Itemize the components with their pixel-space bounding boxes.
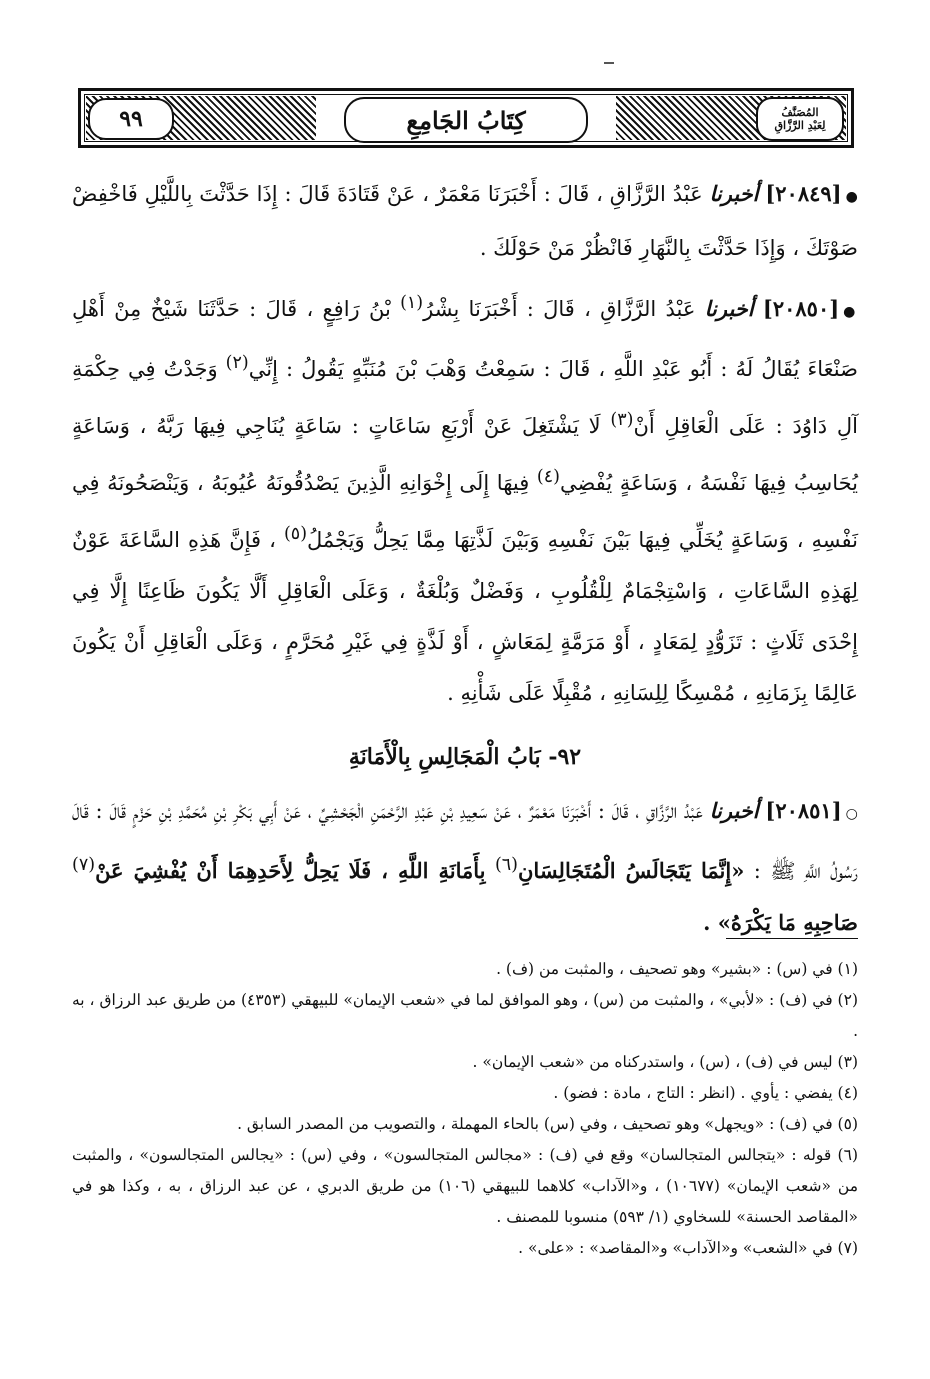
- entry-text: عَبْدُ الرَّزَّاقِ ، قَالَ : أَخْبَرَنَا مَعْمَرٌ ، عَنْ سَعِيدِ بْنِ عَبْدِ الرَّحْمَنِ الْجَحْشِيِّ ، عَنْ أَبِي بَكْرِ بْنِ مُحَمَّدِ بْنِ حَزْمٍ قَالَ : قَالَ رَسُولُ اللَّهِ ﷺ :: [72, 799, 858, 883]
- footnote: (٦) قوله : «يتجالس المتجالسان» وقع في (ف) : «مجالس المتجالسون» ، وفي (س) : «يجالس المتجالسون» ، والمثبت من «شعب الإيمان» (١٠٦٧٧) ، و«الآداب» كلاهما للبيهقي (١٠٦) من طريق الدبري ، عن عبد الرزاق ، به ، وكذا هو في «المقاصد الحسنة» للسخاوي (١/ ٥٩٣) منسوبا للمصنف .: [72, 1146, 858, 1226]
- entry-number: [٢٠٨٥١]: [765, 798, 842, 823]
- section-heading: ٩٢- بَابُ الْمَجَالِسِ بِالْأَمَانَةِ: [348, 744, 582, 770]
- page-header: [78, 88, 854, 148]
- page-number: ٩٩: [88, 98, 174, 140]
- logo-line-2: لِعَبْدِ الرَّزَّاقِ: [774, 119, 826, 132]
- entry-text: لَا يَشْتَغِلَ عَنْ أَرْبَعِ سَاعَاتٍ : سَاعَةٍ يُنَاجِي فِيهَا رَبَّهُ ، وَسَاعَةٍ يُحَاسِبُ فِيهَا نَفْسَهُ ، وَسَاعَةٍ يُفْضِي: [72, 414, 859, 495]
- circle-icon: ○: [845, 806, 858, 822]
- footnote: (٣) ليس في (ف) ، (س) ، واستدركناه من «شعب الإيمان» .: [472, 1053, 858, 1071]
- entry-text: فِيهَا إِلَى إِخْوَانِهِ الَّذِينَ يَصْدُقُونَهُ عُيُوبَهُ ، وَيَنْصَحُونَهُ فِي نَفْسِهِ ، وَسَاعَةٍ يُخَلِّي فِيهَا بَيْنَ نَفْسِهِ وَبَيْنَ لَذَّتِهَا مِمَّا يَحِلُّ وَيَجْمُلُ: [72, 471, 858, 552]
- bullet-icon: ●: [843, 304, 858, 320]
- footnote: (٢) في (ف) : «لأبي» ، والمثبت من (س) ، وهو الموافق لما في «شعب الإيمان» للبيهقي (٤٣٥٣) من طريق عبد الرزاق ، به .: [72, 991, 858, 1040]
- bullet-icon: ●: [845, 189, 858, 205]
- isnad-opening: أخبرنا: [704, 296, 754, 321]
- footnote-divider: [726, 938, 858, 939]
- top-mark: [604, 62, 614, 64]
- footnote-marker: (١): [400, 293, 424, 313]
- hadith-text: صَاحِبِهِ مَا يَكْرَهُ» .: [703, 910, 858, 935]
- footnote-marker: (٥): [283, 524, 308, 544]
- chapter-title: كِتَابُ الجَامِعِ: [344, 97, 588, 143]
- footnote: (١) في (س) : «بشير» وهو تصحيف ، والمثبت من (ف) .: [496, 960, 858, 978]
- hadith-entry: [72, 785, 858, 949]
- entry-text: وَجَدْتُ فِي حِكْمَةِ آلِ دَاوُدَ : عَلَى الْعَاقِلِ أَنْ: [72, 357, 858, 438]
- isnad-opening: أخبرنا: [709, 798, 759, 823]
- entry-text: ، فَإِنَّ هَذِهِ السَّاعَةَ عَوْنٌ لِهَذِهِ السَّاعَاتِ ، وَاسْتِجْمَامٌ لِلْقُلُوبِ ، وَفَضْلٌ وَبُلْغَةٌ ، وَعَلَى الْعَاقِلِ أَلَّا يَكُونَ ظَاعِنًا إِلَّا فِي إِحْدَى ثَلَاثٍ : تَزَوُّدٍ لِمَعَادٍ ، أَوْ مَرَمَّةٍ لِمَعَاشٍ ، أَوْ لَذَّةٍ فِي غَيْرِ مُحَرَّمٍ ، وَعَلَى الْعَاقِلِ أَنْ يَكُونَ عَالِمًا بِزَمَانِهِ ، مُمْسِكًا لِلِسَانِهِ ، مُقْبِلًا عَلَى شَأْنِهِ .: [72, 528, 858, 705]
- entry-text: عَبْدُ الرَّزَّاقِ ، قَالَ : أَخْبَرَنَا بِشْرُ: [423, 297, 696, 321]
- footnote-marker: (٦): [494, 855, 518, 875]
- footnote: (٤) يفضي : يأوي . (انظر : التاج ، مادة : فضو) .: [553, 1084, 858, 1102]
- entry-number: [٢٠٨٤٩]: [765, 181, 842, 206]
- footnote-marker: (٧): [72, 855, 96, 875]
- footnote-marker: (٣): [610, 410, 634, 430]
- footnotes: [72, 954, 858, 1264]
- hadith-entry: [72, 278, 858, 719]
- hadith-entry: [72, 168, 858, 274]
- entry-text: عَبْدُ الرَّزَّاقِ ، قَالَ : أَخْبَرَنَا مَعْمَرٌ ، عَنْ قَتَادَةَ قَالَ : إِذَا حَدَّثْتَ بِاللَّيْلِ فَاخْفِضْ صَوْتَكَ ، وَإِذَا حَدَّثْتَ بِالنَّهَارِ فَانْظُرْ مَنْ حَوْلَكَ .: [72, 182, 858, 260]
- footnote: (٧) في «الشعب» و«الآداب» و«المقاصد» : «على» .: [518, 1239, 858, 1257]
- main-text: [72, 168, 858, 949]
- book-logo: [756, 97, 844, 141]
- hadith-text: بِأَمَانَةِ اللَّهِ ، فَلَا يَحِلُّ لِأَحَدِهِمَا أَنْ يُفْشِيَ عَنْ: [95, 858, 486, 883]
- footnote: (٥) في (ف) : «ويجهل» وهو تصحيف ، وفي (س) بالحاء المهملة ، والتصويب من المصدر السابق .: [237, 1115, 858, 1133]
- entry-number: [٢٠٨٥٠]: [762, 296, 840, 321]
- isnad-opening: أخبرنا: [709, 181, 759, 206]
- entry-text: بْنُ رَافِعٍ ، قَالَ : حَدَّثَنَا شَيْخٌ مِنْ أَهْلِ صَنْعَاءَ يُقَالُ لَهُ : أَبُو عَبْدِ اللَّهِ ، قَالَ : سَمِعْتُ وَهْبَ بْنَ مُنَبِّهٍ يَقُولُ : إِنِّي: [72, 297, 858, 381]
- logo-line-1: المُصَنَّفُ: [781, 106, 819, 119]
- footnote-marker: (٤): [536, 467, 560, 487]
- footnote-marker: (٢): [225, 353, 249, 373]
- hadith-text: «إِنَّمَا يَتَجَالَسُ الْمُتَجَالِسَانِ: [518, 858, 745, 883]
